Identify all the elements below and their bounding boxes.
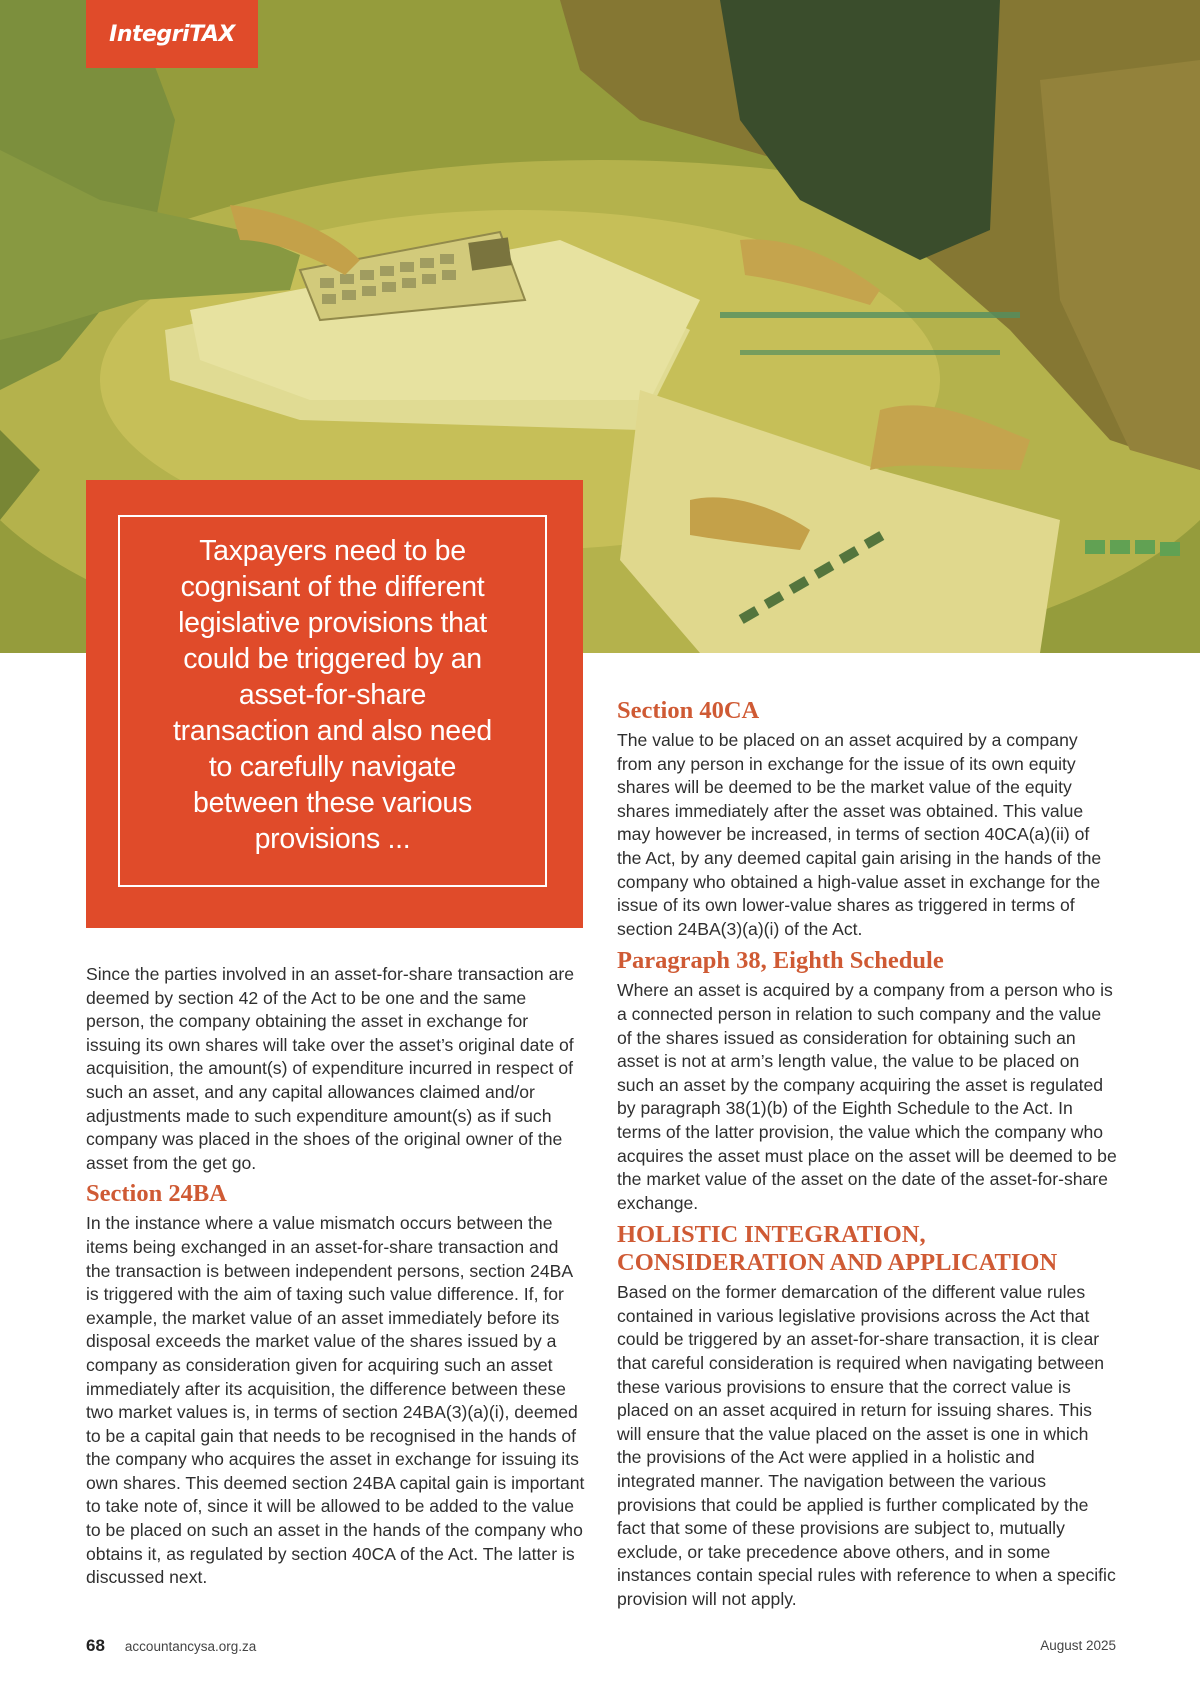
footer-date: August 2025 [1040,1638,1116,1653]
holistic-body: Based on the former demarcation of the different value rules contained in various legislative provisions across the Act that could be triggered by an asset-for-share transaction, it is clear that careful consideration is required when navigating between these various provisions to ensure that the correct value is placed on an asset acquired in return for issuing shares. This will ensure that the value placed on the asset is one in which the provisions of the Act were applied in a holistic and integrated manner. The navigation between the various provisions that could be applied is further complicated by the fact that some of these provisions are subject to, mutually exclude, or take precedence above others, and in some instances contain special rules with reference to when a specific provision will not apply. [617,1282,1116,1609]
footer-left [86,1636,256,1656]
section-40ca-body: The value to be placed on an asset acquired by a company from any person in exchange for the issue of its own equity shares will be deemed to be the market value of the equity shares immediately after the asset was obtained. This value may however be increased, in terms of section 40CA(a)(ii) of the Act, by any deemed capital gain arising in the hands of the company who obtained a high-value asset in exchange for the issue of its own lower-value shares as triggered in terms of section 24BA(3)(a)(i) of the Act. [617,730,1102,939]
paragraph-38-heading: Paragraph 38, Eighth Schedule [617,947,944,975]
brand-logo-text: IntegriTAX [109,21,235,47]
section-40ca-heading: Section 40CA [617,697,760,724]
holistic-heading [617,1221,1117,1277]
holistic-heading-line2: CONSIDERATION AND APPLICATION [617,1249,1058,1277]
paragraph-38-body: Where an asset is acquired by a company from a person who is a connected person in relation to such company and the value of the shares issued as consideration for obtaining such an asset is not at arm’s length value, the value to be placed on such an asset by the company acquiring the asset is regulated by paragraph 38(1)(b) of the Eighth Schedule to the Act. In terms of the latter provision, the value which the company who acquires the asset must place on the asset will be deemed to be the market value of the asset on the date of the asset-for-share exchange. [617,980,1117,1213]
page-number: 68 [86,1636,105,1655]
pull-quote-box [86,480,583,928]
pull-quote-frame [118,515,547,887]
intro-paragraph: Since the parties involved in an asset-for-share transaction are deemed by section 42 of the Act to be one and the same person, the company obtaining the asset in exchange for issuing its own shares will take over the asset’s original date of acquisition, the amount(s) of expenditure incurred in respect of such an asset, and any capital allowances claimed and/or adjustments made to such expenditure amount(s) as if such company was placed in the shoes of the original owner of the asset from the get go. [86,964,574,1173]
pull-quote-text: Taxpayers need to be cognisant of the different legislative provisions that could be triggered by an asset-for-share transaction and also need to carefully navigate between these various provisions ... [173,535,492,855]
right-column [617,697,1117,1612]
section-24ba-body: In the instance where a value mismatch occurs between the items being exchanged in an asset-for-share transaction and the transaction is between independent persons, section 24BA is triggered with the aim of taxing such value difference. If, for example, the market value of an asset immediately before its disposal exceeds the market value of the shares issued by a company as consideration given for acquiring such an asset immediately after its acquisition, the difference between these two market values is, in terms of section 24BA(3)(a)(i), deemed to be a capital gain that needs to be recognised in the hands of the company who acquires the asset in exchange for issuing its own shares. This deemed section 24BA capital gain is important to take note of, since it will be allowed to be added to the value to be placed on such an asset in the hands of the company who obtains it, as regulated by section 40CA of the Act. The latter is discussed next. [86,1213,585,1588]
section-24ba-heading: Section 24BA [86,1180,227,1208]
footer-website: accountancysa.org.za [124,1639,257,1654]
holistic-heading-line1: HOLISTIC INTEGRATION, [617,1221,926,1249]
left-column [86,963,586,1590]
brand-logo-badge [86,0,258,68]
